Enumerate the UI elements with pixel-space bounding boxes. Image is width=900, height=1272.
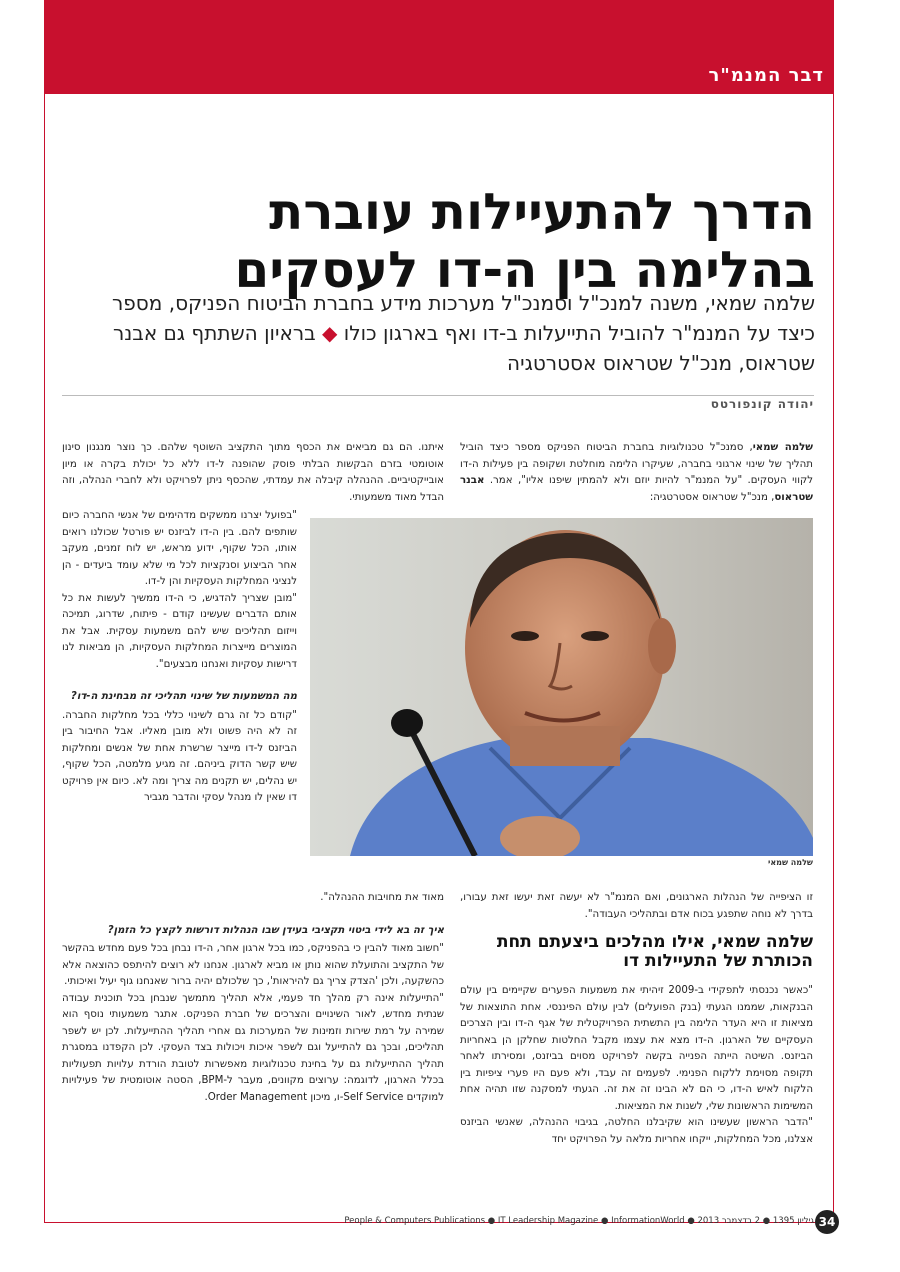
footer-credits: People & Computers Publications ● IT Leadership Magazine ● InformationWorld ● 2013 גיליון 1395 ● 2 בדצמבר [344, 1216, 814, 1226]
question-heading: איך זה בא לידי ביטוי תקציבי בעידן שבו הנהלות דורשות לקצץ כל הזמן? [107, 924, 444, 936]
right-column-bottom [460, 890, 813, 1148]
left-column-top [62, 440, 444, 506]
paragraph: "התייעלות אינה רק מהלך חד פעמי, אלא תהליך מתמשך שנבחן בכל תוכנית עבודה שנתית מחדש, לאור השינויים והצרכים של חברת הפניקס. אתגר משמעותי נוסף הוא שמירה על רמת שירות וזמינות של המערכות גם אחרי תהליך ההתייעלות. לכן יש לשפר תהליכים, ובכך גם להתייעל וגם לשפר איכות ויכולות בצד העסקי. לכן הקפדנו במסגרת תהליך ההתייעלות גם על בחינת טכנולוגיות מאפשרות לטובת הורדת עלויות תפעוליות בכלל הארגון, לדוגמה: ערוצים מקוונים, מעבר ל-BPM, הסטה אוטומטית של פעילויות למוקדים Self Service-ו, מיכון Order Management. [62, 992, 444, 1103]
right-column-intro [460, 440, 813, 506]
photo-caption: שלמה שמאי [767, 858, 813, 867]
article-subtitle [95, 288, 815, 378]
subtitle-part2: בראיון השתתף גם אבנר שטראוס, מנכ"ל שטראוס אסטרטגיה [112, 321, 815, 375]
paragraph: "מובן שצריך להדגיש, כי ה-דו ממשיך לעשות את כל אותם הדברים שעשינו קודם - פיתוח, שדרוג, תמיכה וייזום תהליכים שיש להם משמעות עסקית. אבל את המוצרים מייצרות המחלקות העסקיות, הן מביאות לנו דרישות עסקיות ואנחנו מבצעים". [62, 592, 297, 670]
left-column-middle [62, 508, 297, 807]
paragraph: "קודם כל זה גרם לשינוי כללי בכל מחלקות החברה. זה לא היה פשוט ולא מובן מאליו. אבל החיבור בין הביזנס ל-דו מייצר שרשרת אחת של אנשים ומחלקות שיש קשר הדוק ביניהם. זה מגיע מלמטה, הכל שקוף, יש נהלים, יש תקנים מה צריך ומה לא. כיום אין פרויקט דו שאין לו מנהל עסקי והדבר מגביר [62, 709, 297, 803]
diamond-icon: ◆ [322, 321, 338, 345]
paragraph: "חשוב מאוד להבין כי בהפניקס, כמו בכל ארגון אחר, ה-דו נבחן בכל פעם מחדש בהקשר של התקציב והתועלת שהוא נותן או מביא לארגון. אנחנו לא רוצים להיתפס כהוצאה אלא כהשקעה, ולכן 'הצדק צריך גם להיראות', כך שלכולם יהיה ברור שאנחנו גוף יעיל ואיכותי. [62, 943, 444, 987]
page-number: 34 [815, 1210, 839, 1234]
section-title: דבר המנמ"ר [708, 64, 824, 86]
portrait-photo [310, 518, 813, 856]
paragraph: איתנו. הם גם מביאים את הכסף מתוך התקציב השוטף שלהם. כך נוצר מנגנון סינון אוטומטי בזרם הבקשות הבלתי פוסק שהופנה ל-דו ללא כל יכולת בקרה או מיון אובייקטיביים. ההנהלה קיבלה את עמדתי, שהכסף ניתן לפרויקט ולא לחברי הנהלה, וזה הבדל מאוד משמעותי. [62, 442, 444, 503]
intro-name: שלמה שמאי [752, 442, 813, 453]
section-heading: שלמה שמאי, אילו מהלכים ביצעתם תחת הכותרת של התעיילות דו [496, 932, 813, 971]
paragraph: "בפועל יצרנו ממשקים מדהימים של אנשי החברה כיום שותפים להם. בין ה-דו לביזנס יש פורטל שכולנו רואים אותו, הכל שקוף, ידוע מראש, יש לוח זמנים, מעקב אחר הביצוע וסנקציות לכל מי שלא עומד ביעדים - הן לנציגי המחלקות העסקיות והן ל-דו. [62, 510, 297, 587]
portrait-illustration [310, 518, 813, 856]
article-title: הדרך להתעיילות עוברת בהלימה בין ה-דו לעסקים [234, 183, 815, 299]
question-heading: מה המשמעות של שינוי תהליכי זה מבחינת ה-דו? [70, 691, 297, 702]
section-header [44, 62, 834, 88]
intro-text2: , מנכ"ל שטראוס אסטרטגיה: [649, 491, 775, 503]
divider [62, 395, 814, 396]
author-name: יהודה קונפורטס [710, 397, 814, 411]
intro-name2: אבנר שטראוס [460, 475, 813, 503]
paragraph: "כאשר נכנסתי לתפקידי ב-2009 זיהיתי את משמעות הפערים שקיימים בין עולם הבנקאות, שממנו הגעתי (בנק הפועלים) לבין עולם הפיננסי. אחת התוצאות של מציאות זו היא העדר הלימה בין התשתית הפרויקטלית של אגף ה-דו ובין הצרכים העסקיים של הארגון. ה-דו מצא את עצמו מקבל החלטות שחלקן הן באחריות הביזנס. השיטה הייתה הפנייה בקשה לפרויקט מסוים בביזנס, ומסירתו לאחר תקופה מסוימת ללקוח הפנימי. לפעמים זה עבד, ולא פעם היו פערי ציפיות בין הלקוח לאיש ה-דו, כי הם לא הבינו זה את זה. הגעתי למסקנה שזו תהיה אחת המשימות הראשונות שלי, לשנות את המציאות. [460, 985, 813, 1112]
paragraph: "הדבר הראשון שעשינו הוא שקיבלנו החלטה, בגיבוי ההנהלה, שאנשי הביזנס אצלנו, מכל המחלקות, ייקחו אחריות מלאה על הפרויקט יחד [460, 1117, 813, 1145]
left-column-bottom [62, 890, 444, 1106]
subtitle-part1: שלמה שמאי, משנה למנכ"ל וסמנכ"ל מערכות מידע בחברת הביטוח הפניקס, מספר כיצד על המנמ"ר להוביל התייעלות ב-דו ואף בארגון כולו [112, 291, 815, 345]
intro-text: , סמנכ"ל טכנולוגיות בחברת הביטוח הפניקס מספר כיצד הוביל תהליך של שינוי ארגוני בחברה, שעיקרו הלימה מוחלטת ושקופה בין פעילות ה-דו לקווי העסקים. "על המנמ"ר להיות יוזם ולא להמתין שיפנו אליו", אמר. [460, 442, 813, 486]
paragraph: זו הציפייה של הנהלות הארגונים, ואם המנמ"ר לא יעשה זאת יעשו זאת עבורו, בדרך לא נוחה שתפגע בכוח אדם ובתהליכי העבודה". [460, 892, 813, 920]
paragraph: מאוד את מחויבות ההנהלה". [320, 892, 444, 903]
